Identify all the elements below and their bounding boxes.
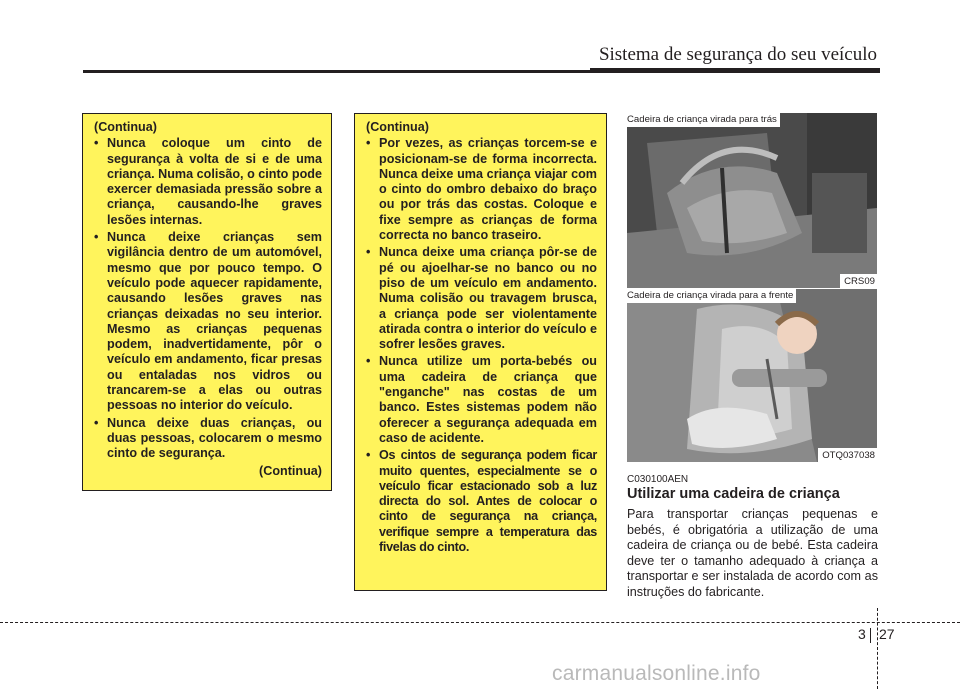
warning-box-2-item: • Nunca utilize um porta-bebés ou uma cadeira de criança que "enganche" nas costas de um banco. Estes sistemas podem não oferecer a segurança adequada em caso de acidente. <box>366 354 597 446</box>
warning-box-2-list <box>366 136 597 555</box>
warning-box-2-head: (Continua) <box>366 120 429 134</box>
figure-rear-facing-seat <box>627 113 877 288</box>
warning-box-1-head: (Continua) <box>94 120 157 134</box>
header-section-title: Sistema de segurança do seu veículo <box>598 44 877 65</box>
footer-page-number: 27 <box>879 626 895 642</box>
watermark: carmanualsonline.info <box>552 662 761 685</box>
footer-vertical-divider <box>877 608 878 689</box>
warning-box-2-item: • Nunca deixe uma criança pôr-se de pé ou ajoelhar-se no banco ou no piso de um veículo em andamento. Numa colisão ou travagem brusca, a criança pode ser violentamente atirada contra o interior do veículo e sofrer lesões graves. <box>366 245 597 352</box>
warning-box-1-tail: (Continua) <box>259 463 322 478</box>
forward-facing-seat-illustration <box>627 289 877 462</box>
figure-2-label: Cadeira de criança virada para a frente <box>627 289 796 303</box>
warning-box-1-list <box>94 136 322 461</box>
footer-chapter-number: 3 <box>858 626 866 642</box>
figure-2-code: OTQ037038 <box>818 448 877 462</box>
warning-box-1-item: • Nunca coloque um cinto de segurança à volta de si e de uma criança. Numa colisão, o cinto pode exercer demasiada pressão sobre a criança, causando-lhe graves lesões internas. <box>94 136 322 228</box>
footer-divider <box>0 622 960 623</box>
footer-page-separator <box>870 628 871 643</box>
warning-box-1-item: • Nunca deixe duas crianças, ou duas pessoas, colocarem o mesmo cinto de segurança. <box>94 416 322 462</box>
figure-1-label: Cadeira de criança virada para trás <box>627 113 780 127</box>
warning-box-2 <box>354 113 607 591</box>
warning-box-2-item: • Os cintos de segurança podem ficar muito quentes, especialmente se o veículo ficar estacionado sob a luz directa do sol. Antes de colocar o cinto de segurança na criança, verifique sempre a temperatura das fivelas do cinto. <box>366 448 597 555</box>
warning-box-2-item: • Por vezes, as crianças torcem-se e posicionam-se de forma incorrecta. Nunca deixe uma criança viajar com o cinto do ombro debaixo do braço ou por trás das costas. Coloque e fixe sempre as crianças de forma correcta no banco traseiro. <box>366 136 597 243</box>
figure-forward-facing-seat <box>627 289 877 462</box>
header-rule-accent <box>590 68 880 73</box>
warning-box-1-item: • Nunca deixe crianças sem vigilância dentro de um automóvel, mesmo que por pouco tempo. O veículo pode aquecer rapidamente, causando lesões graves nas crianças deixadas no seu interior. Mesmo as crianças pequenas podem, inadvertidamente, pôr o veículo em andamento, ficar presas ou entaladas nos vidros ou trancarem-se a elas ou outras pessoas no interior do veículo. <box>94 230 322 414</box>
warning-box-1 <box>82 113 332 491</box>
section-body: Para transportar crianças pequenas e bebés, é obrigatória a utilização de uma cadeira de criança ou de bebé. Esta cadeira deve ter o tamanho adequado à criança a transportar e ser instalada de acordo com as instruções do fabricante. <box>627 507 878 599</box>
section-title: Utilizar uma cadeira de criança <box>627 486 840 502</box>
figure-1-code: CRS09 <box>840 274 877 288</box>
rear-facing-seat-illustration <box>627 113 877 288</box>
section-code: C030100AEN <box>627 474 689 485</box>
